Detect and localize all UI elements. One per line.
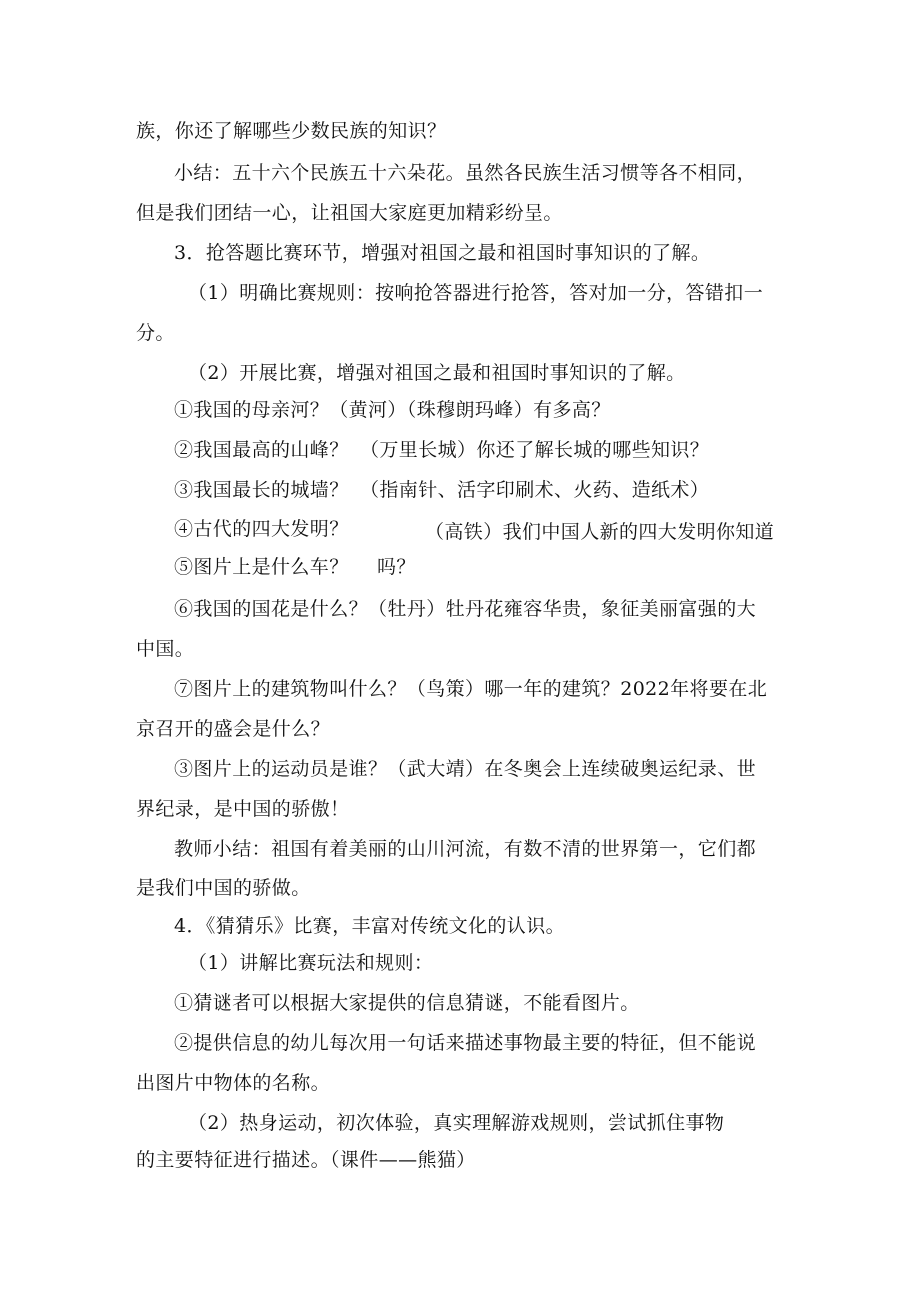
text-line: 出图片中物体的名称。 — [136, 1072, 331, 1094]
text-line: ⑤图片上是什么车？ — [174, 556, 349, 578]
text-line: ③图片上的运动员是谁？（武大靖）在冬奥会上连续破奥运纪录、世 — [174, 758, 757, 780]
text-line: 中国。 — [136, 638, 195, 660]
text-line: 小结：五十六个民族五十六朵花。虽然各民族生活习惯等各不相同， — [174, 162, 757, 184]
text-line: ⑦图片上的建筑物叫什么？（鸟策）哪一年的建筑？2022年将要在北 — [174, 678, 768, 700]
text-line: ③我国最长的城墙？ — [174, 479, 349, 501]
text-line: 吗？ — [377, 556, 416, 578]
text-line: ②提供信息的幼儿每次用一句话来描述事物最主要的特征，但不能说 — [174, 1032, 757, 1054]
text-line: 但是我们团结一心，让祖国大家庭更加精彩纷呈。 — [136, 202, 563, 224]
text-line: （2）开展比赛，增强对祖国之最和祖国时事知识的了解。 — [188, 362, 686, 384]
text-line: 分。 — [136, 322, 175, 344]
text-line: ⑥我国的国花是什么？（牡丹）牡丹花雍容华贵，象征美丽富强的大 — [174, 598, 757, 620]
text-line: 族，你还了解哪些少数民族的知识？ — [136, 120, 447, 142]
text-line: 界纪录，是中国的骄傲！ — [136, 798, 350, 820]
text-line: （2）热身运动，初次体验，真实理解游戏规则，尝试抓住事物 — [188, 1112, 725, 1134]
text-line: ④古代的四大发明？ — [174, 518, 349, 540]
text-line: ①我国的母亲河？（黄河）（珠穆朗玛峰）有多高？ — [174, 399, 611, 421]
text-line: ②我国最高的山峰？ — [174, 439, 349, 461]
text-line: 教师小结：祖国有着美丽的山川河流，有数不清的世界第一，它们都 — [174, 838, 757, 860]
text-line: 4．《猜猜乐》比赛，丰富对传统文化的认识。 — [174, 915, 565, 937]
text-line: （1）讲解比赛玩法和规则： — [188, 952, 434, 974]
text-line: （高铁）我们中国人新的四大发明你知道 — [425, 521, 775, 543]
text-line: （指南针、活字印刷术、火药、造纸术） — [360, 479, 710, 501]
text-line: 的主要特征进行描述。（课件——熊猫） — [136, 1149, 476, 1171]
text-line: 是我们中国的骄做。 — [136, 877, 311, 899]
text-line: 3．抢答题比赛环节，增强对祖国之最和祖国时事知识的了解。 — [174, 242, 711, 264]
text-line: 京召开的盛会是什么？ — [136, 718, 331, 740]
text-line: （1）明确比赛规则：按响抢答器进行抢答，答对加一分，答错扣一 — [188, 282, 764, 304]
text-line: ①猜谜者可以根据大家提供的信息猜谜，不能看图片。 — [174, 992, 640, 1014]
text-line: （万里长城）你还了解长城的哪些知识？ — [360, 439, 710, 461]
